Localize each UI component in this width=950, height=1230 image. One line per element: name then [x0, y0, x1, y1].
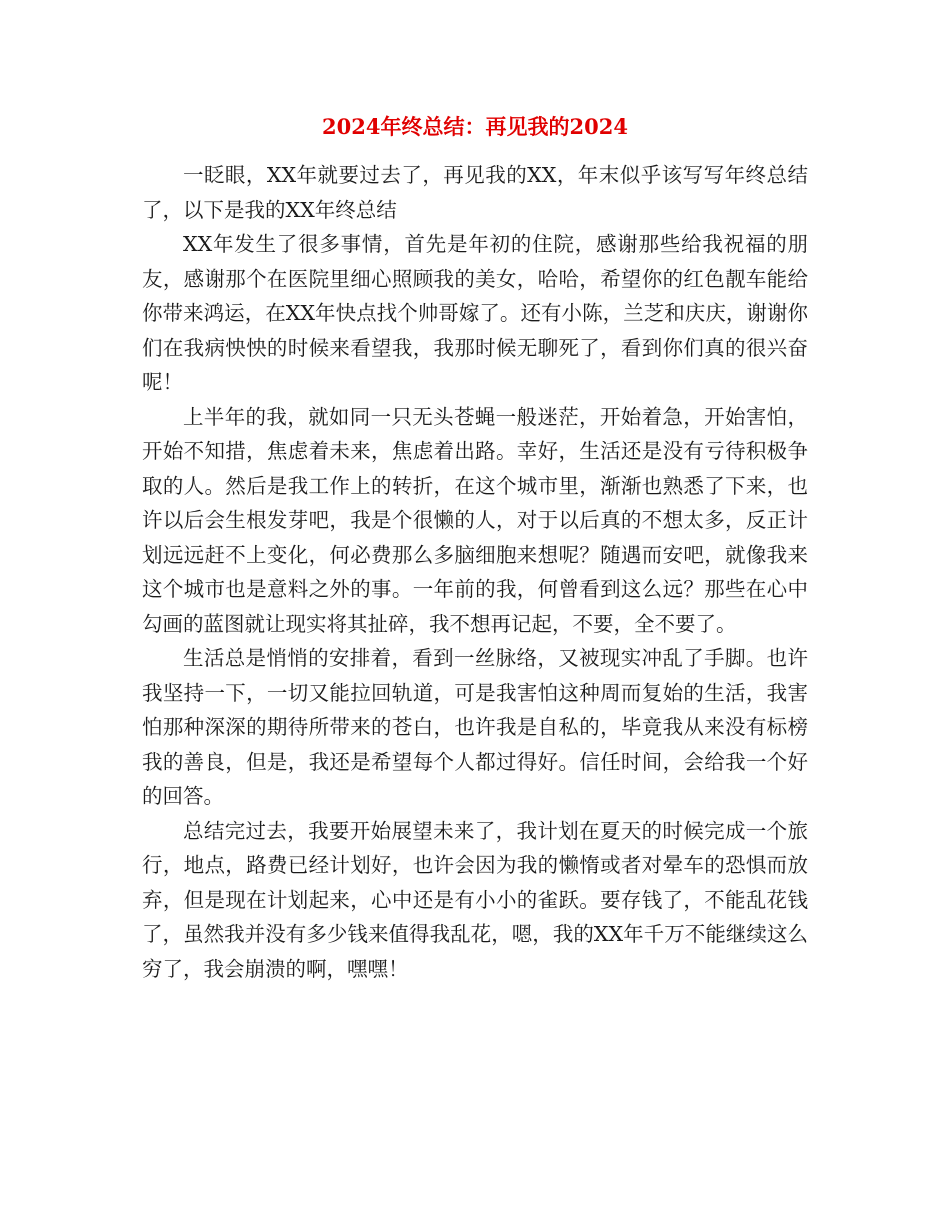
paragraph: 上半年的我，就如同一只无头苍蝇一般迷茫，开始着急，开始害怕，开始不知措，焦虑着未来，焦虑着出路。幸好，生活还是没有亏待积极争取的人。然后是我工作上的转折，在这个城市里，渐渐也熟悉了下来，也许以后会生根发芽吧，我是个很懒的人，对于以后真的不想太多，反正计划远远赶不上变化，何必费那么多脑细胞来想呢？随遇而安吧，就像我来这个城市也是意料之外的事。一年前的我，何曾看到这么远？那些在心中勾画的蓝图就让现实将其扯碎，我不想再记起，不要，全不要了。: [142, 404, 808, 636]
paragraph: 总结完过去，我要开始展望未来了，我计划在夏天的时候完成一个旅行，地点，路费已经计划好，也许会因为我的懒惰或者对晕车的恐惧而放弃，但是现在计划起来，心中还是有小小的雀跃。要存钱了，不能乱花钱了，虽然我并没有多少钱来值得我乱花，嗯，我的XX年千万不能继续这么穷了，我会崩溃的啊，嘿嘿！: [142, 818, 808, 981]
document-body: [142, 158, 808, 986]
page-title: 2024年终总结：再见我的2024: [322, 114, 628, 139]
paragraph: 生活总是悄悄的安排着，看到一丝脉络，又被现实冲乱了手脚。也许我坚持一下，一切又能拉回轨道，可是我害怕这种周而复始的生活，我害怕那种深深的期待所带来的苍白，也许我是自私的，毕竟我从来没有标榜我的善良，但是，我还是希望每个人都过得好。信任时间，会给我一个好的回答。: [142, 646, 808, 808]
paragraph: XX年发生了很多事情，首先是年初的住院，感谢那些给我祝福的朋友，感谢那个在医院里细心照顾我的美女，哈哈，希望你的红色靓车能给你带来鸿运，在XX年快点找个帅哥嫁了。还有小陈，兰芝和庆庆，谢谢你们在我病怏怏的时候来看望我，我那时候无聊死了，看到你们真的很兴奋呢！: [142, 232, 808, 394]
paragraph: 一眨眼，XX年就要过去了，再见我的XX，年末似乎该写写年终总结了，以下是我的XX年终总结: [142, 163, 808, 222]
